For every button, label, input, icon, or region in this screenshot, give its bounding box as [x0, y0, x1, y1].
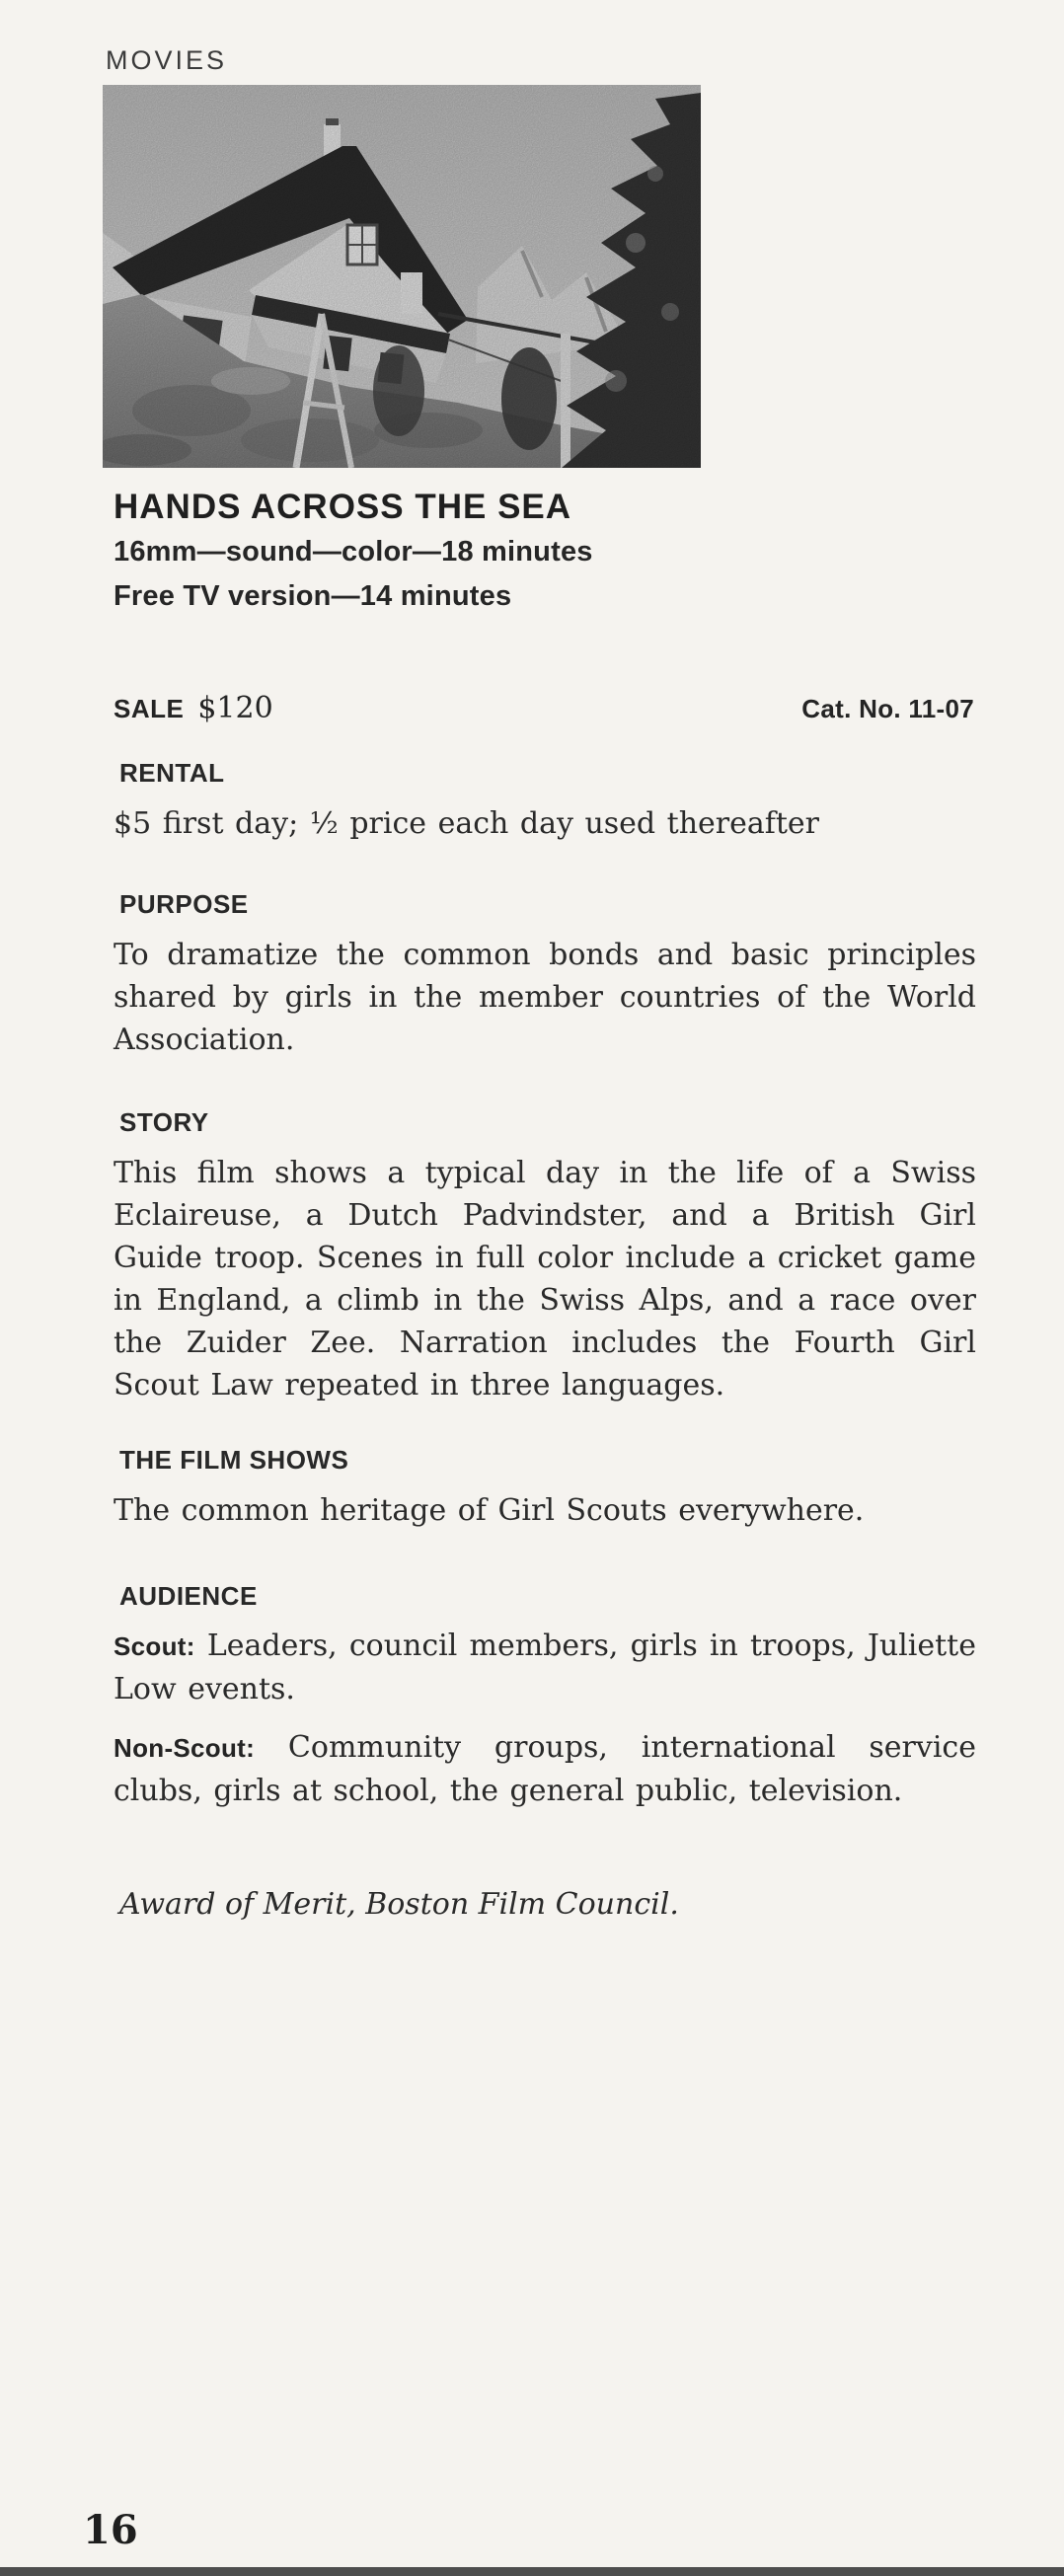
section-label: MOVIES	[106, 45, 228, 75]
sale-price: $120	[197, 691, 273, 725]
rental-heading: RENTAL	[119, 758, 225, 788]
audience-heading: AUDIENCE	[119, 1581, 258, 1611]
film-tv-version-line: Free TV version—14 minutes	[114, 580, 512, 612]
sale-label: SALE	[114, 694, 185, 723]
sale-row	[114, 691, 974, 725]
award-line: Award of Merit, Boston Film Council.	[119, 1887, 679, 1922]
film-title: HANDS ACROSS THE SEA	[114, 488, 572, 526]
film-photo	[103, 85, 701, 468]
scout-text: Leaders, council members, girls in troops, Juliette Low events.	[114, 1629, 976, 1706]
rental-terms: $5 first day; ½ price each day used thereafter	[114, 806, 820, 841]
film-photo-illustration	[103, 85, 701, 468]
film-shows-text: The common heritage of Girl Scouts everywhere.	[114, 1493, 865, 1528]
non-scout-label: Non-Scout:	[114, 1733, 256, 1763]
film-grain-overlay	[103, 85, 701, 468]
page-bottom-edge	[0, 2567, 1064, 2576]
catalog-number: Cat. No. 11-07	[801, 694, 974, 723]
page-number: 16	[83, 2507, 138, 2553]
purpose-text: To dramatize the common bonds and basic principles shared by girls in the member countries of the World Association.	[114, 938, 976, 1057]
film-format-line: 16mm—sound—color—18 minutes	[114, 536, 593, 568]
story-text: This film shows a typical day in the life of a Swiss Eclaireuse, a Dutch Padvindster, and a British Girl Guide troop. Scenes in full color include a cricket game in England, a climb in the Swiss Alps, and a race over the Zuider Zee. Narration includes the Fourth Girl Scout Law repeated in three languages.	[114, 1156, 976, 1402]
audience-non-scout-paragraph	[114, 1726, 976, 1812]
non-scout-text: Community groups, international service clubs, girls at school, the general public, television.	[114, 1730, 976, 1808]
audience-scout-paragraph	[114, 1625, 976, 1710]
film-shows-heading: THE FILM SHOWS	[119, 1445, 349, 1475]
purpose-heading: PURPOSE	[119, 889, 249, 919]
scout-label: Scout:	[114, 1631, 195, 1661]
story-heading: STORY	[119, 1107, 209, 1137]
